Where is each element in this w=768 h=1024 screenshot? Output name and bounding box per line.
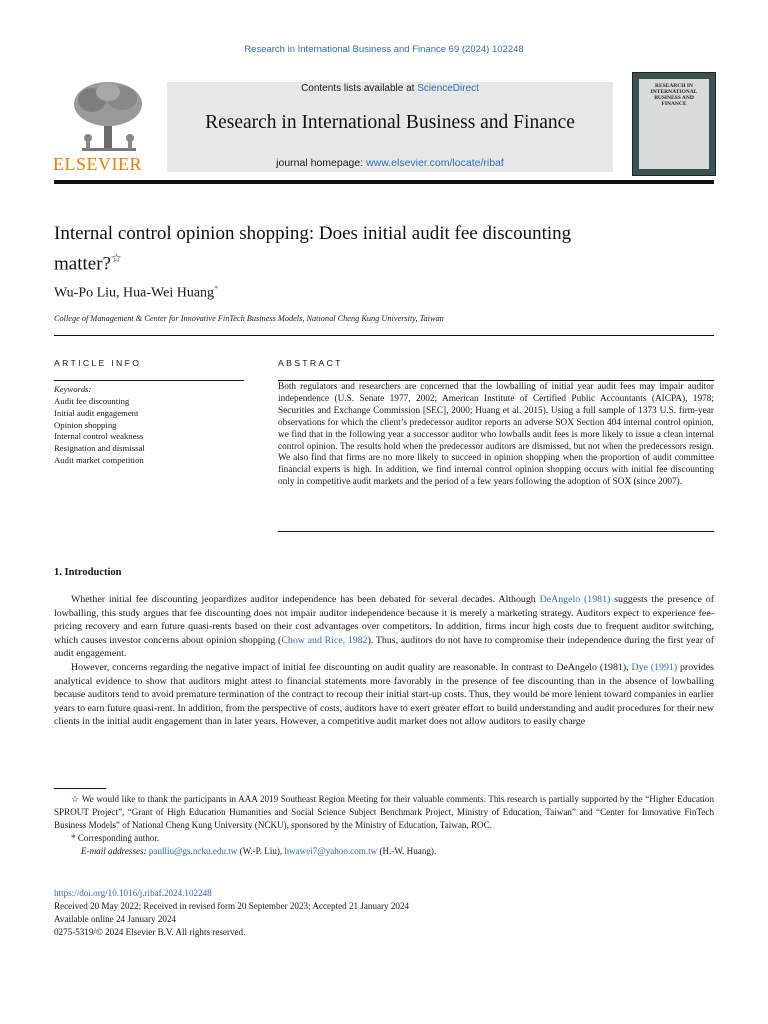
affiliation: College of Management & Center for Innovative FinTech Business Models, National Cheng Kung University, Taiwan [54,314,444,323]
text-run: However, concerns regarding the negative impact of initial fee discounting on audit quality are reasonable. In contrast to DeAngelo (1981), [71,661,632,673]
doi-link[interactable]: https://doi.org/10.1016/j.ribaf.2024.102248 [54,888,212,898]
footnote-corresponding [54,832,714,845]
keyword-item: Resignation and dismissal [54,443,145,454]
contents-prefix: Contents lists available at [301,83,418,94]
abstract-text: Both regulators and researchers are concerned that the lowballing of initial year audit fees may impair auditor independence (U.S. Senate 1977, 2002; American Institute of Certified Public Accountants (AICPA), 1978; Securities and Exchange Commission [SEC], 2000; Huang et al. 2015). Using a full sample of 1373 U.S. firm-year observations for which the client’s predecessor auditor reports an adverse SOX Section 404 internal control opinion, we find that in the following year a successor auditor who lowballs audit fees is more likely to issue a clean internal control opinion. The results hold when the predecessor auditors are dismissed, but not when the predecessors resign. We also find that firms are no more likely to succeed in opinion shopping when the proportion of audit committee financial experts is high. In addition, we find internal control opinion shopping occurs with initial fee discounting only in competitive audit markets and the period of a few years following the adoption of SOX (since 2007). [278,382,714,488]
article-info-label: ARTICLE INFO [54,358,142,368]
tree-icon [52,80,168,156]
keywords-list [54,396,145,467]
footnote-divider [54,788,106,789]
introduction-body [54,593,714,729]
article-title-text: Internal control opinion shopping: Does initial audit fee discounting matter? [54,223,572,275]
footnote-text: Corresponding author. [77,833,160,843]
keywords-label: Keywords: [54,384,92,394]
email-label: E-mail addresses: [81,846,147,856]
journal-title: Research in International Business and Finance [205,112,575,133]
homepage-link[interactable]: www.elsevier.com/locate/ribaf [366,157,504,169]
text-run: provides analytical evidence to show that auditors might attest to financial statements more favorably in the presence of fee discounting than in the absence of lowballing because auditors tend to avoid premature termination of the contract to recoup their initial start-up costs. Thus, they would be more lenient toward companies in earlier years to earn future quasi-rent. In addition, from the perspective of costs, auditors have to exert greater effort to build understanding and audit procedures for their new clients in the initial audit engagement than in later years. However, a competitive audit market does not allow auditors to easily charge [54,661,714,728]
homepage-line [167,157,613,169]
keyword-item: Internal control weakness [54,431,144,442]
text-run: ). Thus, auditors do not have to compromise their independence during the first year of audit engagement. [54,634,714,660]
header-divider [54,180,714,184]
homepage-prefix: journal homepage: [276,157,367,169]
intro-paragraph-2 [54,661,714,729]
section-divider [54,335,714,336]
article-title [54,222,614,276]
journal-reference[interactable]: Research in International Business and Finance 69 (2024) 102248 [244,44,524,55]
cover-panel [639,79,709,169]
contents-line [167,83,613,94]
citation-dye-1991[interactable]: Dye (1991) [631,661,678,673]
text-run: suggests the presence of lowballing, this study argues that fee discounting does not impair auditor independence because it is merely a marketing strategy. Auditors expect to experience fee-pricing recovery and earn future quasi-rents based on their cost advantages over competitors. In addition, firms incur high costs due to frequent auditor switching, which causes investor concerns about opinion shopping ( [54,594,714,646]
citation-chow-rice-1982[interactable]: Chow and Rice, 1982 [281,634,368,646]
text-run: Whether initial fee discounting jeopardizes auditor independence has been debated for several decades. Although [71,594,540,605]
journal-cover[interactable] [632,72,716,176]
abstract-rule [278,380,714,381]
introduction-heading: 1. Introduction [54,567,122,578]
footnote-mark: * [71,833,76,843]
abstract-label: ABSTRACT [278,358,343,368]
text-run: (W.-P. Liu), [237,846,285,856]
article-info-rule [54,380,244,381]
corresponding-author-mark[interactable]: * [214,284,219,293]
copyright: 0275-5319/© 2024 Elsevier B.V. All rights reserved. [54,927,246,937]
sciencedirect-link[interactable]: ScienceDirect [417,83,479,94]
author-names: Wu-Po Liu, Hua-Wei Huang [54,285,215,301]
available-online: Available online 24 January 2024 [54,914,177,924]
title-footnote-mark[interactable]: ☆ [110,251,122,265]
footnote-acknowledgement [54,793,714,832]
cover-title: RESEARCH IN INTERNATIONAL BUSINESS AND FINANCE [650,83,698,107]
footnote-emails [54,845,714,858]
footnotes [54,793,714,858]
keyword-item: Opinion shopping [54,419,117,430]
abstract-bottom-rule [278,531,714,532]
received-dates: Received 20 May 2022; Received in revised form 20 September 2023; Accepted 21 January 2024 [54,901,410,911]
email-link-huang[interactable]: hwawei7@yahoo.com.tw [284,846,378,856]
intro-paragraph-1 [54,593,714,661]
footnote-mark: ☆ [71,794,80,804]
authors [54,284,218,302]
keyword-item: Initial audit engagement [54,407,139,418]
keyword-item: Audit fee discounting [54,396,130,406]
text-run: (H.-W. Huang). [377,846,437,856]
keyword-item: Audit market competition [54,454,144,465]
email-link-liu[interactable]: paulliu@gs.ncku.edu.tw [148,846,238,856]
citation-deangelo-1981[interactable]: DeAngelo (1981) [539,594,611,605]
publisher-logo-text: ELSEVIER [53,154,142,174]
footnote-text: We would like to thank the participants in AAA 2019 Southeast Region Meeting for their valuable comments. This research is partially supported by the “Higher Education SPROUT Project”, “Grant of High Education Humanities and Social Science Subject Benchmark Project, Ministry of Education, Taiwan” and “Center for Innovative FinTech Business Models” of National Cheng Kung University (NCKU), sponsored by the Ministry of Education, Taiwan, ROC. [54,794,715,830]
article-metadata [54,887,409,939]
